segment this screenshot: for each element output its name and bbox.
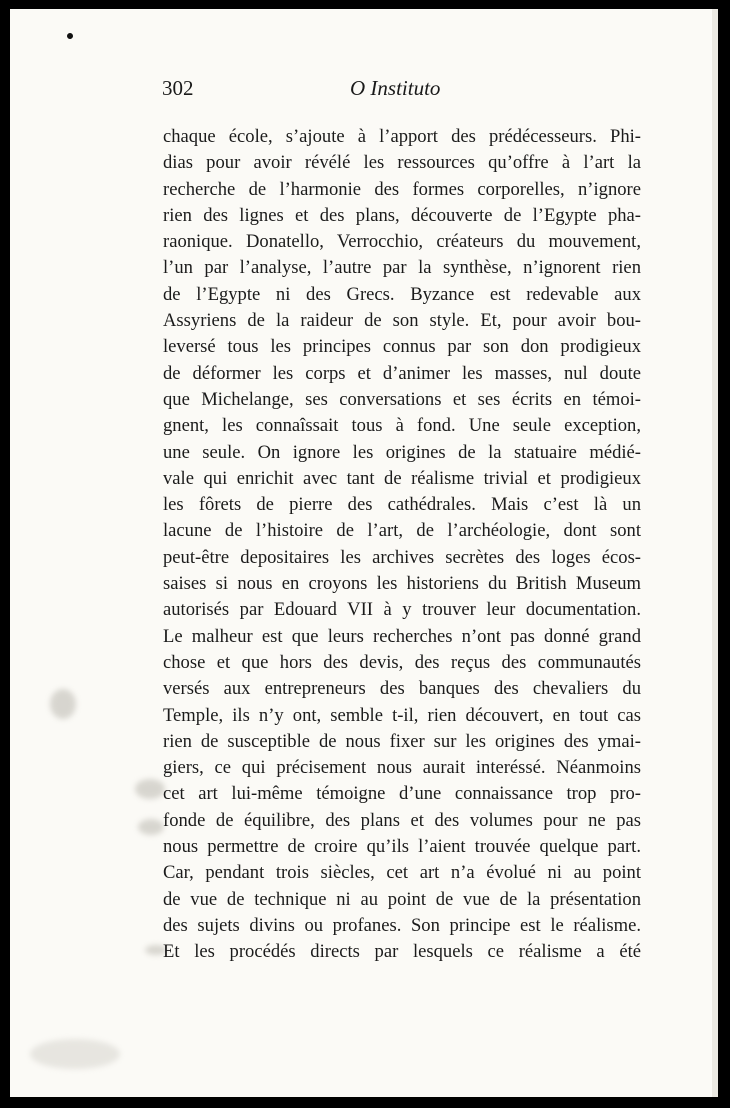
text-line: autorisés par Edouard VII à y trouver leur documentation. [163, 599, 641, 621]
text-line: de vue de technique ni au point de vue de la présentation [163, 888, 641, 910]
text-line: vale qui enrichit avec tant de réalisme trivial et prodigieux [163, 467, 641, 489]
text-line: recherche de l’harmonie des formes corporelles, n’ignore [163, 178, 641, 200]
page-smudge [138, 819, 164, 835]
text-line: Le malheur est que leurs recherches n’ont pas donné grand [163, 625, 641, 647]
text-line: Car, pendant trois siècles, cet art n’a évolué ni au point [163, 862, 641, 884]
text-line: rien de susceptible de nous fixer sur les origines des ymai- [163, 730, 641, 752]
text-line: Assyriens de la raideur de son style. Et, pour avoir bou- [163, 310, 641, 332]
text-line: raonique. Donatello, Verrocchio, créateurs du mouvement, [163, 231, 641, 253]
text-line: versés aux entrepreneurs des banques des chevaliers du [163, 678, 641, 700]
text-line: fonde de équilibre, des plans et des volumes pour ne pas [163, 809, 641, 831]
text-line: de déformer les corps et d’animer les masses, nul doute [163, 362, 641, 384]
text-line: chaque école, s’ajoute à l’apport des prédécesseurs. Phi- [163, 126, 641, 147]
text-line: gnent, les connaîssait tous à fond. Une seule exception, [163, 415, 641, 437]
text-line: Et les procédés directs par lesquels ce réalisme a été [163, 941, 641, 963]
body-text [163, 124, 641, 966]
text-line: une seule. On ignore les origines de la statuaire médié- [163, 441, 641, 463]
text-line: Temple, ils n’y ont, semble t-il, rien découvert, en tout cas [163, 704, 641, 726]
text-line: de l’Egypte ni des Grecs. Byzance est redevable aux [163, 283, 641, 305]
running-header: O Instituto [350, 76, 441, 100]
text-line: dias pour avoir révélé les ressources qu’offre à l’art la [163, 152, 641, 174]
ink-dot [66, 32, 74, 40]
page-smudge [135, 779, 165, 799]
text-line: lacune de l’histoire de l’art, de l’archéologie, dont sont [163, 520, 641, 542]
text-line: l’un par l’analyse, l’autre par la synthèse, n’ignorent rien [163, 257, 641, 279]
page-smudge [30, 1039, 120, 1069]
text-line: giers, ce qui précisement nous aurait interéssé. Néanmoins [163, 757, 641, 779]
text-line: chose et que hors des devis, des reçus des communautés [163, 651, 641, 673]
text-line: cet art lui-même témoigne d’une connaissance trop pro- [163, 783, 641, 805]
text-line: que Michelange, ses conversations et ses écrits en témoi- [163, 388, 641, 410]
page-smudge [50, 689, 76, 719]
text-line: saises si nous en croyons les historiens du British Museum [163, 573, 641, 595]
text-line: les fôrets de pierre des cathédrales. Mais c’est là un [163, 494, 641, 516]
page-number: 302 [162, 76, 194, 100]
text-line: rien des lignes et des plans, découverte de l’Egypte pha- [163, 204, 641, 226]
text-line: leversé tous les principes connus par son don prodigieux [163, 336, 641, 358]
text-line: des sujets divins ou profanes. Son principe est le réalisme. [163, 914, 641, 936]
text-line: peut-être depositaires les archives secrètes des loges écos- [163, 546, 641, 568]
text-line: nous permettre de croire qu’ils l’aient trouvée quelque part. [163, 836, 641, 858]
